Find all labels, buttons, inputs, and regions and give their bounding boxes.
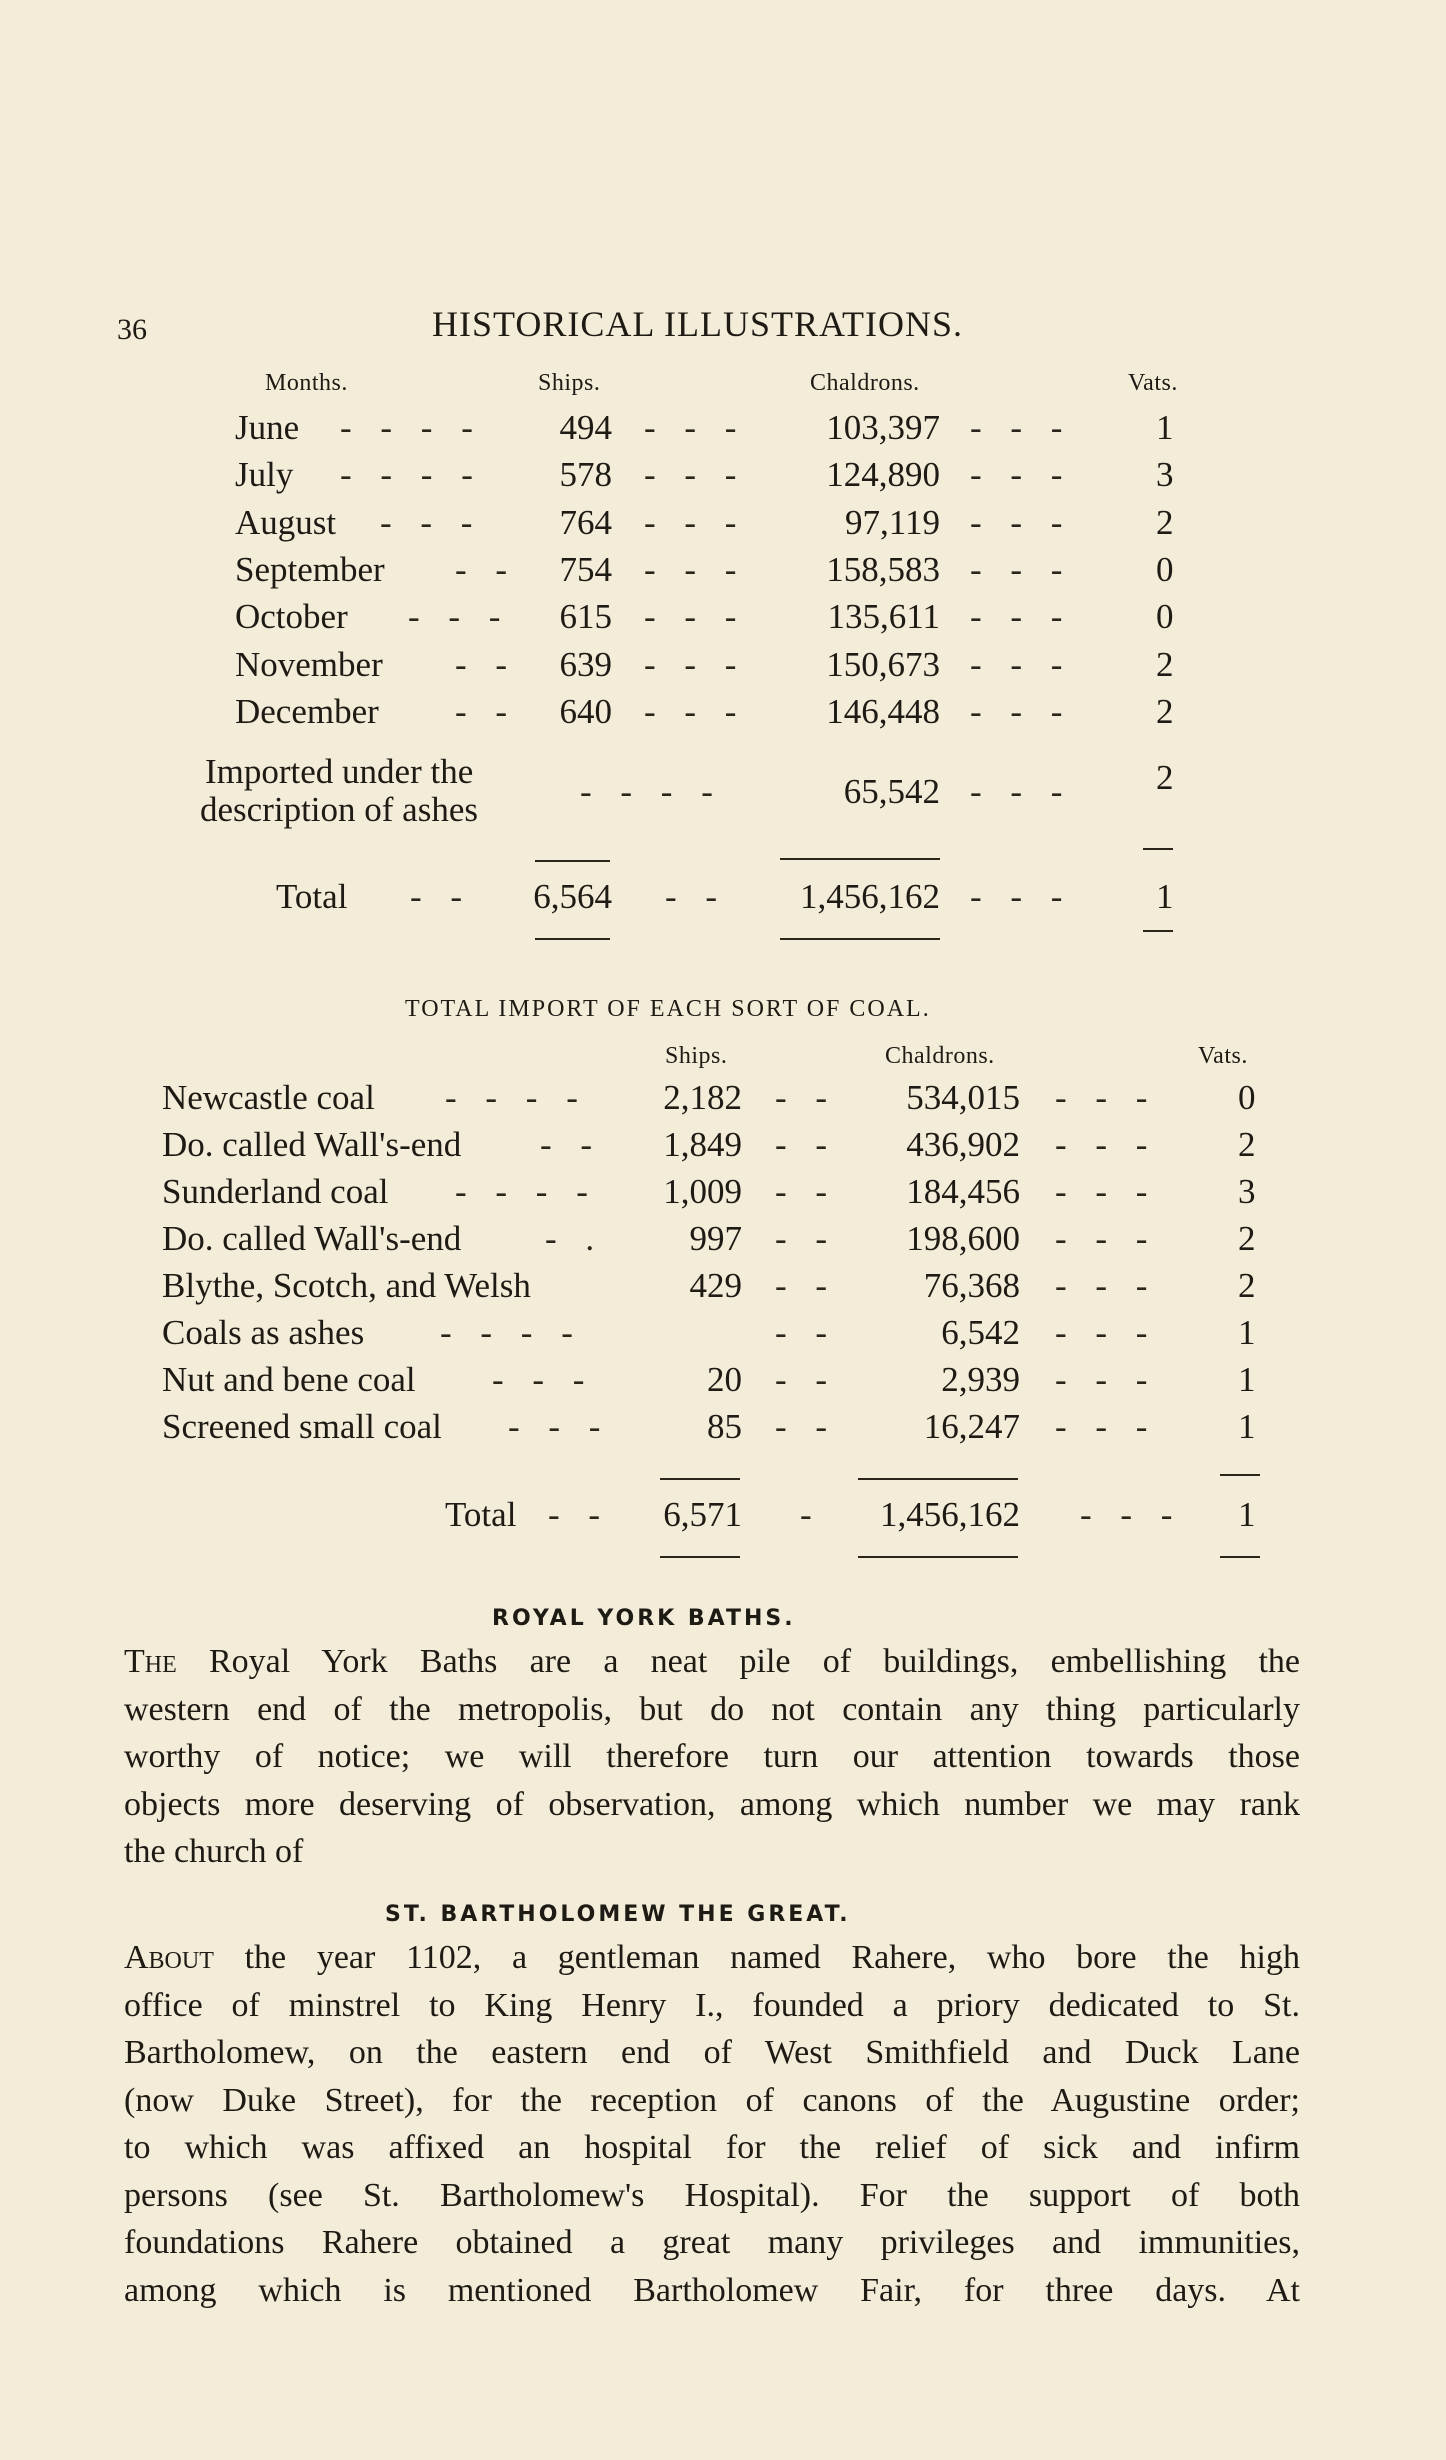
leader-dots: - - [548, 1495, 611, 1534]
leader-dots: - - - [1055, 1407, 1158, 1446]
ashes-label-line2: description of ashes [200, 790, 478, 829]
leader-dots: - - - [970, 597, 1073, 636]
paragraph-line: western end of the metropolis, but do not contain any thing particularly [124, 1690, 1300, 1728]
section-heading-royal-york-baths: ROYAL YORK BATHS. [492, 1606, 796, 1631]
chaldrons-value: 146,448 [826, 692, 940, 731]
paragraph-line: foundations Rahere obtained a great many privileges and immunities, [124, 2224, 1300, 2261]
ships-value: 85 [707, 1407, 742, 1446]
leader-dots: - - - - [340, 408, 483, 447]
total-rule-chaldrons [858, 1478, 1018, 1480]
table-row [0, 1219, 1446, 1265]
leader-dots: - - [775, 1360, 838, 1399]
ships-value: 640 [559, 692, 612, 731]
month-name: November [235, 645, 383, 684]
coal-sort: Coals as ashes [162, 1313, 365, 1352]
leader-dots: - - - [970, 408, 1073, 447]
ships-total: 6,564 [533, 877, 612, 916]
chaldrons-value: 6,542 [941, 1313, 1020, 1352]
leader-dots: - - - - [455, 1172, 598, 1211]
vats-value: 2 [1238, 1266, 1256, 1305]
leader-dots: - - [665, 877, 728, 916]
total-label: Total [445, 1495, 517, 1534]
leader-dots: - - - [970, 692, 1073, 731]
coal-sort: Do. called Wall's-end [162, 1219, 462, 1258]
chaldrons-value: 436,902 [906, 1125, 1020, 1164]
chaldrons-value: 76,368 [923, 1266, 1020, 1305]
col-header-chaldrons: Chaldrons. [810, 370, 920, 396]
paragraph-line: office of minstrel to King Henry I., founded a priory dedicated to St. [124, 1986, 1300, 2024]
leader-dots: - - - [644, 645, 747, 684]
chaldrons-value: 124,890 [826, 455, 940, 494]
leader-dots: - - - [970, 877, 1073, 916]
coal-sort: Blythe, Scotch, and Welsh [162, 1266, 531, 1305]
month-name: August [235, 503, 337, 542]
paragraph-line: among which is mentioned Bartholomew Fair, for three days. At [124, 2271, 1300, 2309]
total-underline-ships [660, 1556, 740, 1558]
leader-dots: - - - - [340, 455, 483, 494]
lead-word: The [124, 1643, 177, 1680]
coal-sort: Sunderland coal [162, 1172, 389, 1211]
paragraph-line: to which was affixed an hospital for the relief of sick and infirm [124, 2129, 1300, 2166]
col-header-vats: Vats. [1198, 1043, 1248, 1069]
ships-value: 578 [559, 455, 612, 494]
leader-dots: - - - [1055, 1266, 1158, 1305]
chaldrons-value: 184,456 [906, 1172, 1020, 1211]
total-rule-ships [660, 1478, 740, 1480]
chaldrons-value: 65,542 [843, 772, 940, 811]
section-heading-st-bartholomew: ST. BARTHOLOMEW THE GREAT. [385, 1902, 851, 1927]
coal-sort: Do. called Wall's-end [162, 1125, 462, 1164]
leader-dots: - - [540, 1125, 603, 1164]
vats-value: 0 [1238, 1078, 1256, 1117]
leader-dots: - - - [1080, 1495, 1183, 1534]
line-text: Royal York Baths are a neat pile of buildings, embellishing the [176, 1643, 1300, 1680]
table-row [0, 1078, 1446, 1124]
ships-value: 1,009 [663, 1172, 742, 1211]
col-header-months: Months. [265, 370, 348, 396]
leader-dots: - - - [970, 455, 1073, 494]
month-name: September [235, 550, 385, 589]
vats-total: 1 [1238, 1495, 1256, 1534]
total-rule-vats [1220, 1474, 1260, 1476]
leader-dots: - - - [1055, 1172, 1158, 1211]
paragraph-line: worthy of notice; we will therefore turn our attention towards those [124, 1738, 1300, 1775]
coal-sort-table-title: TOTAL IMPORT OF EACH SORT OF COAL. [405, 996, 931, 1022]
paragraph-line [124, 1638, 1300, 1686]
chaldrons-value: 534,015 [906, 1078, 1020, 1117]
leader-dots: - - [775, 1219, 838, 1258]
paragraph-st-bartholomew [124, 1934, 1300, 2314]
leader-dots: - - - - [440, 1313, 583, 1352]
table-row [0, 1407, 1446, 1453]
col-header-ships: Ships. [538, 370, 601, 396]
chaldrons-value: 103,397 [826, 408, 940, 447]
leader-dots: - - - [644, 408, 747, 447]
month-name: June [235, 408, 300, 447]
ships-value: 1,849 [663, 1125, 742, 1164]
leader-dots: - - - [644, 597, 747, 636]
leader-dots: - - - [408, 597, 511, 636]
ships-value: 997 [689, 1219, 742, 1258]
leader-dots: - - [775, 1313, 838, 1352]
leader-dots: - - - [644, 503, 747, 542]
vats-value: 2 [1238, 1125, 1256, 1164]
chaldrons-total: 1,456,162 [800, 877, 940, 916]
running-head: HISTORICAL ILLUSTRATIONS. [432, 304, 964, 344]
leader-dots: - - - - [445, 1078, 588, 1117]
leader-dots: - - - [1055, 1078, 1158, 1117]
col-header-ships: Ships. [665, 1043, 728, 1069]
lead-word: About [124, 1939, 214, 1976]
leader-dots: - - - [970, 645, 1073, 684]
leader-dots: - - - [1055, 1360, 1158, 1399]
ships-value: 494 [559, 408, 612, 447]
leader-dots: - - [775, 1172, 838, 1211]
vats-total: 1 [1156, 877, 1174, 916]
paragraph-line: the church of [124, 1833, 304, 1870]
vats-value: 2 [1156, 503, 1174, 542]
paragraph-line: persons (see St. Bartholomew's Hospital). For the support of both [124, 2176, 1300, 2214]
vats-value: 1 [1238, 1407, 1256, 1446]
chaldrons-value: 158,583 [826, 550, 940, 589]
chaldrons-value: 198,600 [906, 1219, 1020, 1258]
coal-sort: Nut and bene coal [162, 1360, 416, 1399]
vats-value: 2 [1156, 692, 1174, 731]
coal-sort: Screened small coal [162, 1407, 442, 1446]
leader-dots: - - [775, 1407, 838, 1446]
leader-dots: - - [775, 1078, 838, 1117]
table-row [0, 1313, 1446, 1359]
leader-dots: - - - [644, 455, 747, 494]
leader-dots: - . [545, 1219, 605, 1258]
ships-value: 20 [707, 1360, 742, 1399]
vats-value: 3 [1238, 1172, 1256, 1211]
col-header-vats: Vats. [1128, 370, 1178, 396]
leader-dots: - [800, 1495, 822, 1534]
month-name: July [235, 455, 294, 494]
page-number: 36 [117, 313, 147, 346]
chaldrons-value: 2,939 [941, 1360, 1020, 1399]
table-row [0, 1172, 1446, 1218]
line-text: the year 1102, a gentleman named Rahere, who bore the high [213, 1939, 1300, 1976]
paragraph-line: objects more deserving of observation, among which number we may rank [124, 1785, 1300, 1823]
total-underline-vats [1220, 1556, 1260, 1558]
paragraph-royal-york-baths [124, 1638, 1300, 1876]
chaldrons-value: 135,611 [827, 597, 940, 636]
ashes-label-line1: Imported under the [205, 752, 474, 791]
leader-dots: - - - [970, 550, 1073, 589]
leader-dots: - - - [508, 1407, 611, 1446]
chaldrons-total: 1,456,162 [880, 1495, 1020, 1534]
col-header-chaldrons: Chaldrons. [885, 1043, 995, 1069]
ships-total: 6,571 [663, 1495, 742, 1534]
leader-dots: - - - [970, 772, 1073, 811]
month-name: October [235, 597, 348, 636]
vats-value: 2 [1238, 1219, 1256, 1258]
table-total-row [0, 1495, 1446, 1541]
leader-dots: - - - - [580, 772, 723, 811]
leader-dots: - - - [1055, 1219, 1158, 1258]
leader-dots: - - [455, 645, 518, 684]
vats-value: 0 [1156, 550, 1174, 589]
table-row [0, 1266, 1446, 1312]
table-row [0, 1360, 1446, 1406]
chaldrons-value: 16,247 [923, 1407, 1020, 1446]
leader-dots: - - [775, 1266, 838, 1305]
ships-value: 2,182 [663, 1078, 742, 1117]
leader-dots: - - - [380, 503, 483, 542]
leader-dots: - - [775, 1125, 838, 1164]
vats-value: 2 [1156, 758, 1174, 797]
ships-value: 754 [559, 550, 612, 589]
leader-dots: - - - [1055, 1313, 1158, 1352]
leader-dots: - - - [644, 692, 747, 731]
leader-dots: - - - [492, 1360, 595, 1399]
leader-dots: - - [455, 550, 518, 589]
leader-dots: - - - [970, 503, 1073, 542]
ships-value: 639 [559, 645, 612, 684]
vats-value: 1 [1156, 408, 1174, 447]
table-row [0, 1125, 1446, 1171]
chaldrons-value: 97,119 [845, 503, 940, 542]
vats-value: 1 [1238, 1313, 1256, 1352]
vats-value: 3 [1156, 455, 1174, 494]
leader-dots: - - [410, 877, 473, 916]
leader-dots: - - - [1055, 1125, 1158, 1164]
leader-dots: - - [455, 692, 518, 731]
leader-dots: - - - [644, 550, 747, 589]
paragraph-line: Bartholomew, on the eastern end of West Smithfield and Duck Lane [124, 2034, 1300, 2071]
vats-value: 2 [1156, 645, 1174, 684]
vats-value: 1 [1238, 1360, 1256, 1399]
total-underline-chaldrons [858, 1556, 1018, 1558]
ships-value: 615 [559, 597, 612, 636]
paragraph-line: (now Duke Street), for the reception of canons of the Augustine order; [124, 2081, 1300, 2119]
paragraph-line [124, 1934, 1300, 1982]
total-label: Total [276, 877, 348, 916]
ships-value: 764 [559, 503, 612, 542]
vats-value: 0 [1156, 597, 1174, 636]
ships-value: 429 [689, 1266, 742, 1305]
chaldrons-value: 150,673 [826, 645, 940, 684]
coal-sort: Newcastle coal [162, 1078, 375, 1117]
month-name: December [235, 692, 379, 731]
